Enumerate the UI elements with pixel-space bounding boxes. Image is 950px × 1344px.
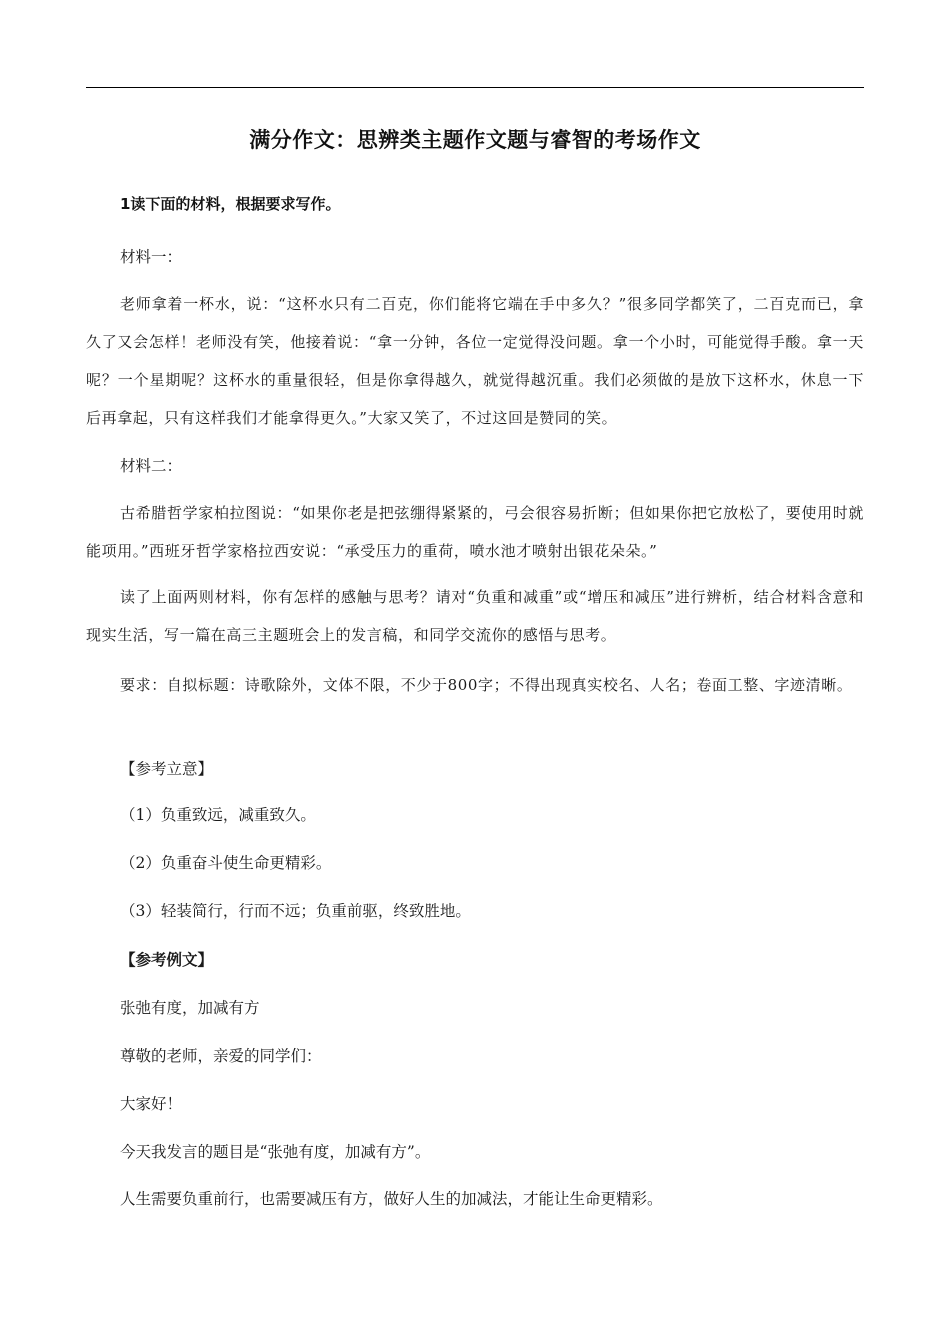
header-rule (86, 87, 864, 88)
ref-idea-item: （1）负重致远，减重致久。 (120, 806, 316, 824)
essay-line: 人生需要负重前行，也需要减压有方，做好人生的加减法，才能让生命更精彩。 (120, 1190, 663, 1208)
ref-idea-heading: 【参考立意】 (120, 760, 214, 778)
essay-line: 今天我发言的题目是“张弛有度，加减有方”。 (120, 1143, 431, 1161)
ref-idea-item: （2）负重奋斗使生命更精彩。 (120, 854, 332, 872)
material1-label: 材料一： (120, 248, 183, 266)
essay-title: 张弛有度，加减有方 (120, 999, 260, 1017)
ref-essay-heading: 【参考例文】 (120, 951, 214, 969)
material2-paragraph: 古希腊哲学家柏拉图说：“如果你老是把弦绷得紧紧的，弓会很容易折断；但如果你把它放松了，要使用时就能项用。”西班牙哲学家格拉西安说：“承受压力的重荷，喷水池才喷射出银花朵朵。” (86, 504, 864, 560)
essay-salutation: 尊敬的老师，亲爱的同学们： (120, 1047, 322, 1065)
material1-paragraph: 老师拿着一杯水，说：“这杯水只有二百克，你们能将它端在手中多久？”很多同学都笑了，二百克而已，拿久了又会怎样！老师没有笑，他接着说：“拿一分钟，各位一定觉得没问题。拿一个小时，可能觉得手酸。拿一天呢？一个星期呢？这杯水的重量很轻，但是你拿得越久，就觉得越沉重。我们必须做的是放下这杯水，休息一下后再拿起，只有这样我们才能拿得更久。”大家又笑了，不过这回是赞同的笑。 (86, 295, 864, 427)
essay-greeting: 大家好！ (120, 1095, 183, 1113)
material2-label: 材料二： (120, 457, 183, 475)
ref-idea-item: （3）轻装简行，行而不远；负重前驱，终致胜地。 (120, 902, 471, 920)
page-title: 满分作文：思辨类主题作文题与睿智的考场作文 (249, 128, 701, 152)
question-heading: 1读下面的材料，根据要求写作。 (120, 195, 341, 213)
requirements-paragraph: 要求：自拟标题：诗歌除外，文体不限，不少于800字；不得出现真实校名、人名；卷面工整、字迹清晰。 (120, 676, 853, 694)
prompt-paragraph: 读了上面两则材料，你有怎样的感触与思考？请对“负重和减重”或“增压和减压”进行辨析，结合材料含意和现实生活，写一篇在高三主题班会上的发言稿，和同学交流你的感悟与思考。 (86, 588, 865, 644)
